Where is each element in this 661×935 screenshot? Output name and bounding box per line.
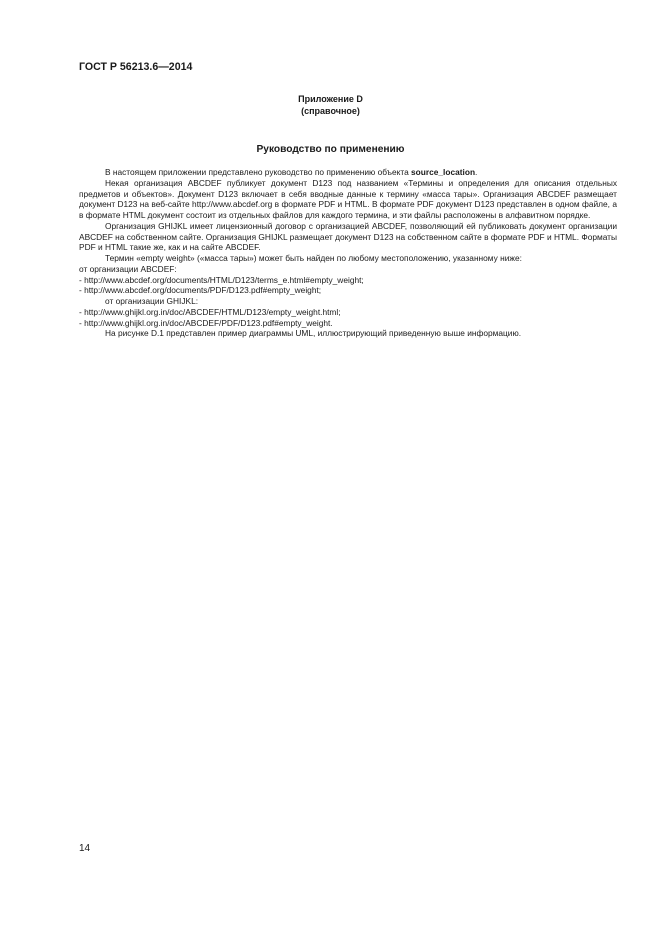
document-body	[79, 167, 617, 339]
abcdef-label: от организации ABCDEF:	[79, 263, 177, 274]
abcdef-link-pdf: - http://www.abcdef.org/documents/PDF/D123.pdf#empty_weight;	[79, 285, 322, 296]
paragraph-term-locations: Термин «empty weight» («масса тары») может быть найден по любому местоположению, указанному ниже:	[105, 253, 522, 263]
paragraph-figure-ref: На рисунке D.1 представлен пример диаграммы UML, иллюстрирующий приведенную выше информацию.	[105, 328, 522, 339]
annex-type: (справочное)	[301, 106, 360, 116]
paragraph-ghijkl: Организация GHIJKL имеет лицензионный договор с организацией ABCDEF, позволяющий ей публиковать документ организации ABCDEF на собственном сайте. Организация GHIJKL размещает документ D123 на собственном сайте в формате PDF и HTML. Форматы PDF и HTML такие же, как и на сайте ABCDEF.	[79, 220, 617, 253]
paragraph-abcdef: Некая организация ABCDEF публикует документ D123 под названием «Термины и определения для описания отдельных предметов и объектов». Документ D123 включает в себя вводные данные к термину «масса тары». Организация ABCDEF размещает документ D123 на веб-сайте http://www.abcdef.org в формате PDF и HTML. В формате PDF документ D123 представлен в одном файле, а в формате HTML документ состоит из отдельных файлов для каждого термина, и эти файлы расположены в алфавитном порядке.	[79, 177, 617, 220]
abcdef-link-html: - http://www.abcdef.org/documents/HTML/D123/terms_e.html#empty_weight;	[79, 274, 364, 285]
ghijkl-link-pdf: - http://www.ghijkl.org.in/doc/ABCDEF/PDF/D123.pdf#empty_weight.	[79, 317, 333, 328]
paragraph-intro: В настоящем приложении представлено руководство по применению объекта source_location.	[105, 167, 478, 177]
object-name: source_location	[411, 167, 476, 177]
ghijkl-link-html: - http://www.ghijkl.org.in/doc/ABCDEF/HTML/D123/empty_weight.html;	[79, 306, 341, 317]
document-id: ГОСТ Р 56213.6—2014	[79, 61, 193, 73]
section-title: Руководство по применению	[256, 144, 405, 155]
annex-title: Приложение D	[298, 94, 363, 104]
page-number: 14	[79, 843, 91, 854]
ghijkl-label: от организации GHIJKL:	[105, 296, 199, 306]
